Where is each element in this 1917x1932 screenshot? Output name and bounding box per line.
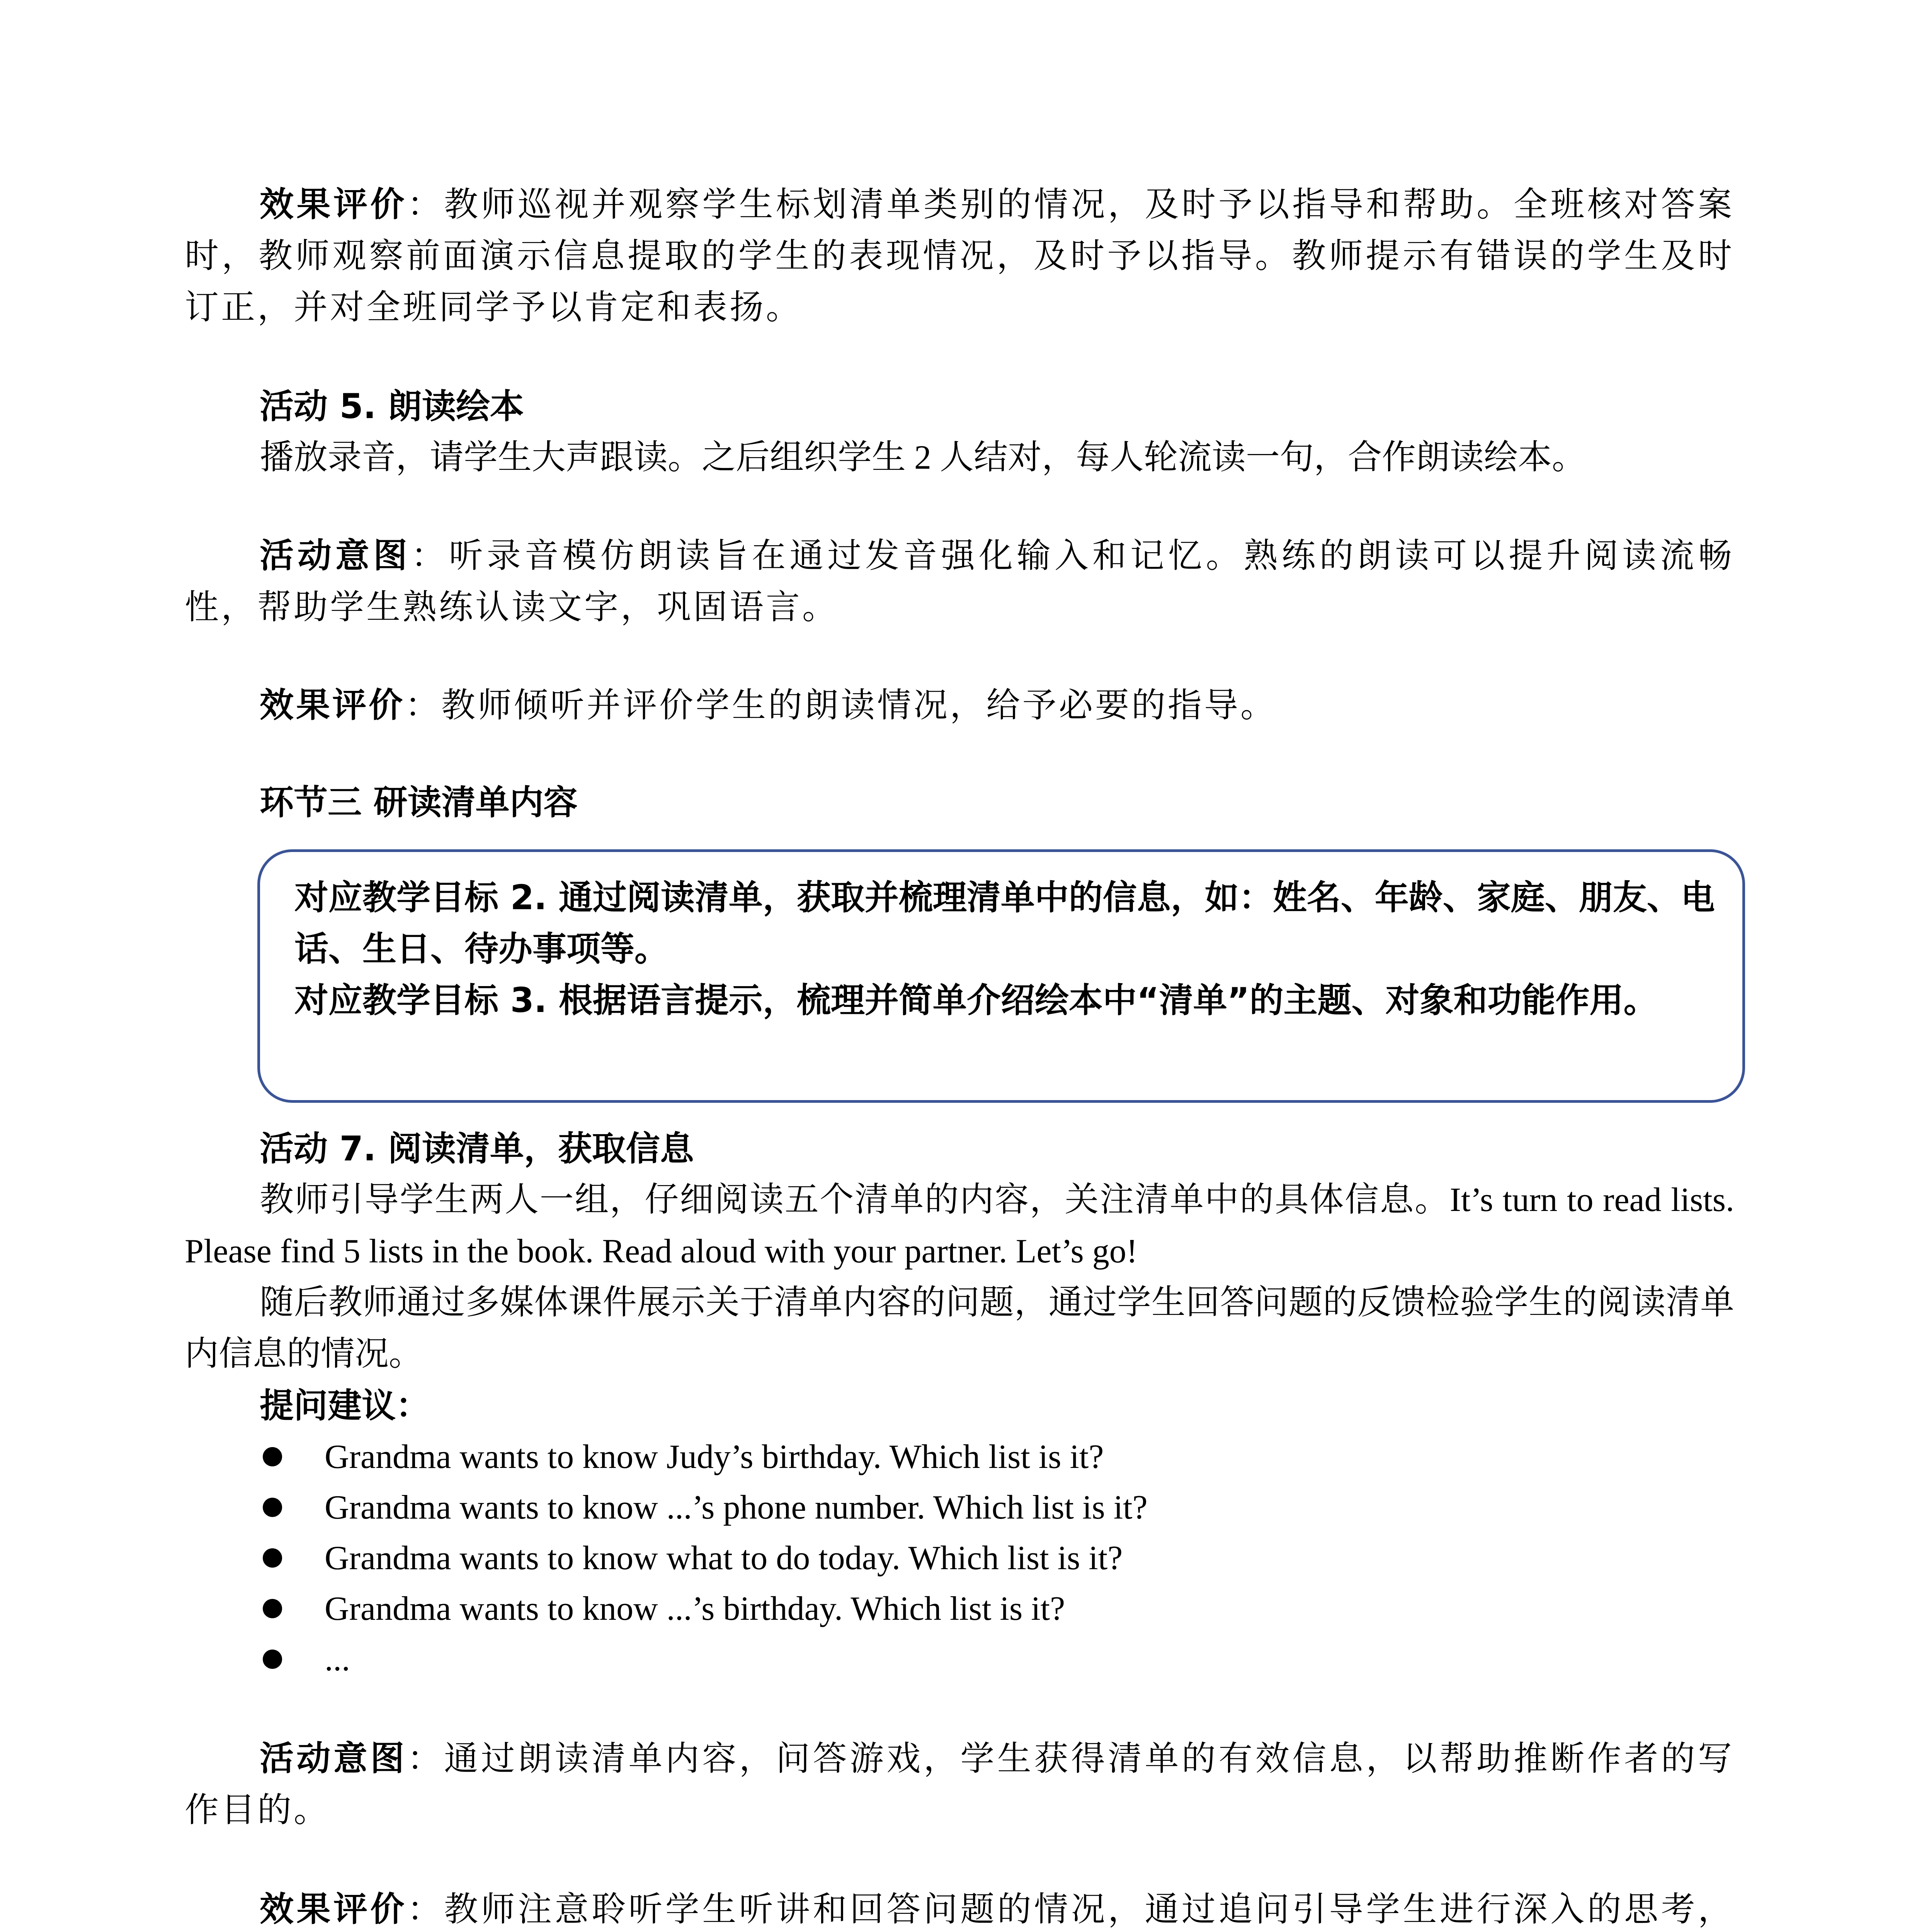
list-item-text: Grandma wants to know ...’s phone number. Which list is it? [325,1489,1148,1526]
list-item [260,1583,1728,1634]
activity-5-heading: 活动 5. 朗读绘本 [260,386,524,426]
list-item [260,1634,1728,1685]
list-item-text: ... [325,1641,350,1678]
evaluation-label: 效果评价 [260,685,405,725]
list-item-text: Grandma wants to know ...’s birthday. Which list is it? [325,1590,1065,1628]
list-item-text: Grandma wants to know what to do today. Which list is it? [325,1539,1123,1577]
list-item [260,1482,1728,1533]
list-item [260,1532,1728,1584]
bullet-icon [263,1447,282,1466]
bullet-icon [263,1498,282,1517]
activity-5-body: 播放录音，请学生大声跟读。之后组织学生 2 人结对，每人轮流读一句，合作朗读绘本。 [260,439,1586,476]
intent-text: ：通过朗读清单内容，问答游戏，学生获得清单的有效信息，以帮助推断作者的写作目的。 [185,1738,1734,1830]
bullet-icon [263,1548,282,1568]
intent-label: 活动意图 [260,536,411,575]
activity-5-evaluation [185,679,1734,731]
list-item-text: Grandma wants to know Judy’s birthday. Which list is it? [325,1438,1104,1476]
evaluation-text: ：教师巡视并观察学生标划清单类别的情况，及时予以指导和帮助。全班核对答案时，教师观察前面演示信息提取的学生的表现情况，及时予以指导。教师提示有错误的学生及时订正，并对全班同学予以肯定和表扬。 [185,184,1734,327]
activity-7-paragraph-2: 随后教师通过多媒体课件展示关于清单内容的问题，通过学生回答问题的反馈检验学生的阅读清单内信息的情况。 [185,1284,1734,1373]
objective-3: 对应教学目标 3. 根据语言提示，梳理并简单介绍绘本中“清单”的主题、对象和功能作用。 [294,980,1658,1020]
section-3-heading: 环节三 研读清单内容 [260,782,578,822]
activity-5-intent [185,530,1734,633]
activity-7-evaluation [185,1883,1734,1932]
objective-2: 对应教学目标 2. 通过阅读清单，获取并梳理清单中的信息，如：姓名、年龄、家庭、朋友、电话、生日、待办事项等。 [294,878,1715,969]
list-item [260,1431,1728,1483]
bullet-icon [263,1650,282,1669]
intent-text: ：听录音模仿朗读旨在通过发音强化输入和记忆。熟练的朗读可以提升阅读流畅性，帮助学生熟练认读文字，巩固语言。 [185,536,1734,627]
evaluation-text: ：教师注意聆听学生听讲和回答问题的情况，通过追问引导学生进行深入的思考， [407,1889,1734,1929]
evaluation-paragraph-1 [185,179,1734,333]
activity-7-intent [185,1733,1734,1835]
evaluation-label: 效果评价 [260,1889,407,1929]
evaluation-text: ：教师倾听并评价学生的朗读情况，给予必要的指导。 [405,685,1277,725]
activity-7-paragraph-1: 教师引导学生两人一组，仔细阅读五个清单的内容，关注清单中的具体信息。It’s turn to read lists. Please find 5 lists in the book. Read aloud with your partner. Let’s go! [185,1181,1734,1270]
intent-label: 活动意图 [260,1738,407,1778]
bullet-icon [263,1599,282,1618]
question-suggestions-label: 提问建议： [260,1386,430,1425]
evaluation-label: 效果评价 [260,184,407,224]
activity-7-heading: 活动 7. 阅读清单，获取信息 [260,1129,694,1168]
